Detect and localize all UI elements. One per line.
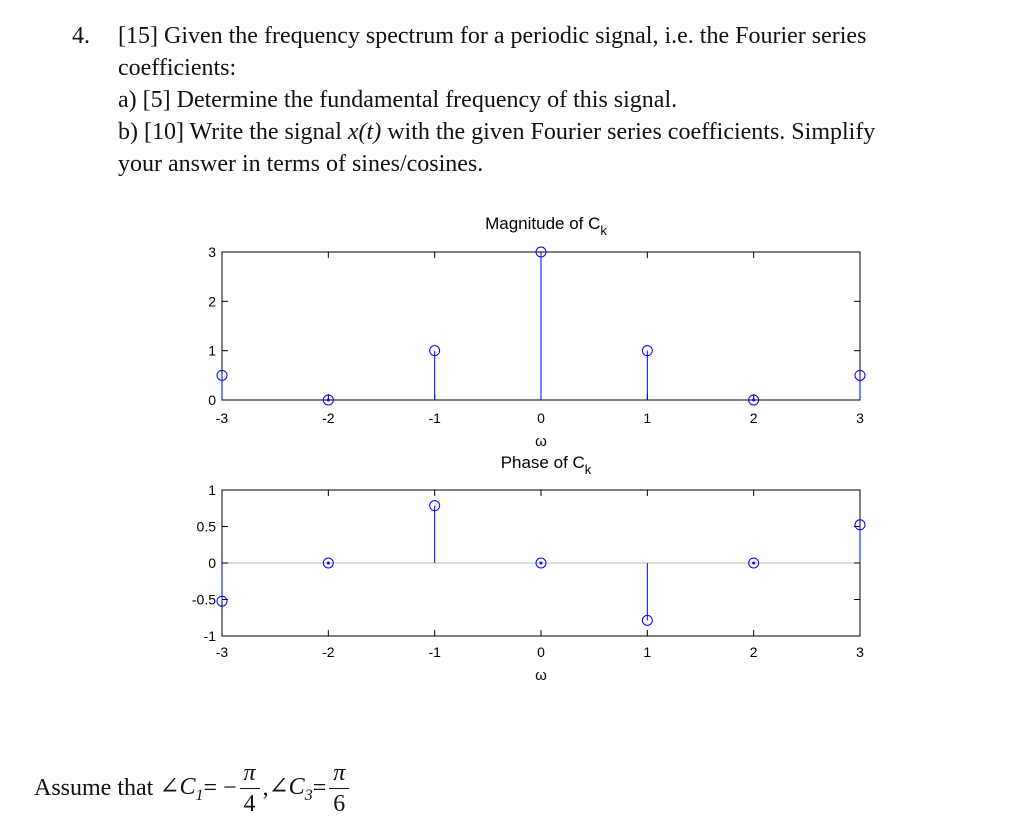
phase-c3-label bbox=[269, 772, 313, 805]
question-intro: [15] Given the frequency spectrum for a periodic signal, i.e. the Fourier series bbox=[118, 23, 867, 49]
plot-title bbox=[501, 453, 592, 477]
x-tick-label: 2 bbox=[749, 410, 758, 426]
part-b-suffix: with the given Fourier series coefficients. Simplify bbox=[381, 119, 876, 145]
x-tick-label: 1 bbox=[643, 410, 652, 426]
x-tick-label: -1 bbox=[428, 410, 441, 426]
stem-marker-dot bbox=[327, 399, 330, 402]
x-tick-label: 3 bbox=[856, 410, 864, 426]
y-tick-label: 1 bbox=[208, 342, 216, 359]
plot-magnitude bbox=[208, 214, 865, 450]
part-b-continued: your answer in terms of sines/cosines. bbox=[118, 151, 484, 177]
denominator-1: 4 bbox=[243, 790, 256, 817]
x-tick-label: 0 bbox=[537, 644, 545, 660]
numerator-2: π bbox=[329, 758, 349, 789]
denominator-2: 6 bbox=[333, 790, 346, 817]
equals: = bbox=[312, 774, 327, 801]
title-main: Phase of C bbox=[500, 453, 585, 472]
title-main: Magnitude of C bbox=[485, 214, 601, 233]
y-tick-label: -1 bbox=[203, 628, 216, 644]
assumption bbox=[34, 748, 352, 828]
question-intro-continued: coefficients: bbox=[118, 55, 237, 81]
angle-c1: ∠C bbox=[159, 773, 196, 800]
c1-subscript: 1 bbox=[195, 786, 204, 804]
title-subscript: k bbox=[600, 223, 607, 238]
assumption-prefix: Assume that bbox=[34, 774, 154, 801]
y-tick-label: -0.5 bbox=[191, 591, 216, 608]
numerator-1: π bbox=[240, 758, 260, 789]
equals-minus: = − bbox=[203, 774, 237, 801]
fraction-pi-over-6 bbox=[329, 758, 349, 819]
x-tick-label: 2 bbox=[749, 644, 758, 660]
x-tick-label: 3 bbox=[856, 644, 864, 660]
angle-c3: ∠C bbox=[268, 773, 305, 800]
stem-marker-dot bbox=[752, 562, 755, 565]
x-axis-label: ω bbox=[535, 667, 547, 684]
x-axis-label: ω bbox=[535, 433, 547, 450]
x-tick-label: -1 bbox=[428, 644, 441, 660]
plot-phase bbox=[192, 453, 865, 684]
y-tick-label: 3 bbox=[208, 244, 216, 260]
signal-variable: x(t) bbox=[347, 119, 382, 145]
x-tick-label: 1 bbox=[643, 644, 652, 660]
x-tick-label: -3 bbox=[215, 644, 229, 660]
plot-title bbox=[485, 214, 607, 238]
separator: , bbox=[262, 774, 269, 801]
y-tick-label: 0 bbox=[208, 392, 216, 408]
y-tick-label: 0 bbox=[208, 555, 216, 571]
fraction-pi-over-4 bbox=[240, 758, 260, 819]
phase-c1-label bbox=[159, 772, 203, 805]
y-tick-label: 1 bbox=[208, 482, 216, 498]
part-b-prefix: b) [10] Write the signal bbox=[118, 119, 348, 145]
y-tick-label: 0.5 bbox=[196, 518, 216, 535]
x-tick-label: -3 bbox=[215, 410, 229, 426]
stem-marker-dot bbox=[540, 562, 543, 565]
x-tick-label: -2 bbox=[322, 410, 335, 426]
stem-marker-dot bbox=[752, 399, 755, 402]
title-subscript: k bbox=[584, 462, 592, 477]
y-tick-label: 2 bbox=[208, 293, 216, 310]
c3-subscript: 3 bbox=[304, 786, 313, 804]
x-tick-label: -2 bbox=[322, 644, 335, 660]
question-number: 4. bbox=[72, 23, 90, 49]
x-tick-label: 0 bbox=[537, 410, 545, 426]
stem-marker-dot bbox=[327, 562, 330, 565]
part-a: a) [5] Determine the fundamental frequency of this signal. bbox=[118, 87, 678, 113]
